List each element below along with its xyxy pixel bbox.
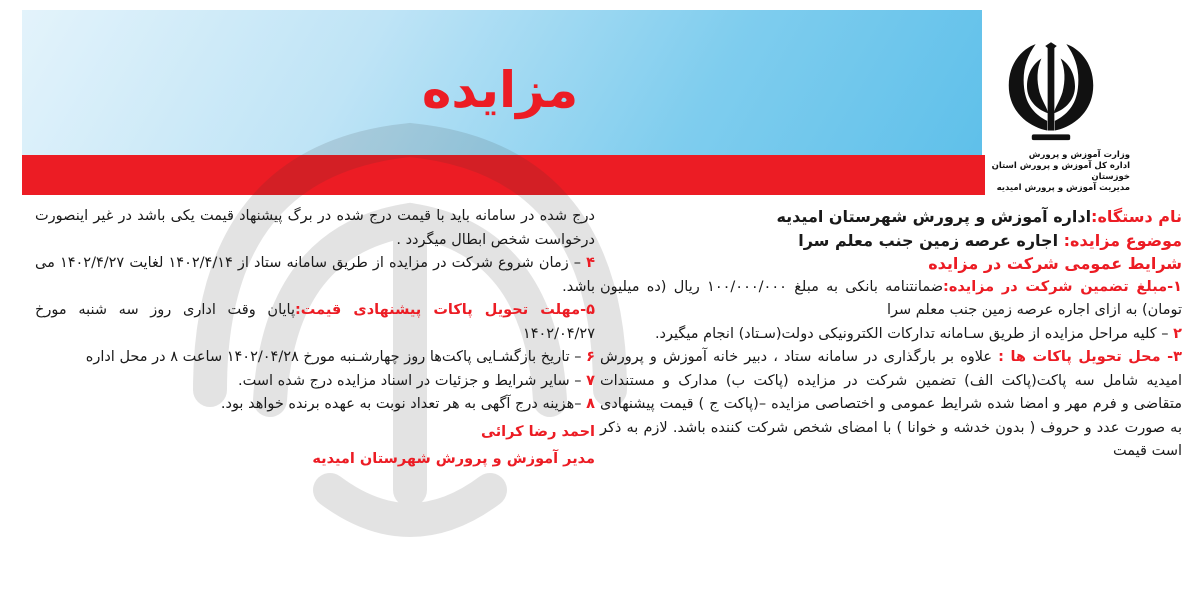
item-7-num: ۷ — [586, 372, 595, 389]
item-3-label: ۳- محل تحویل پاکات ها : — [998, 349, 1182, 365]
item-3-text: علاوه بر بارگذاری در سامانه ستاد ، دبیر خانه آموزش و پرورش امیدیه شامل سه پاکت(پاکت الف) تضمین شرکت در مزایده (پاکت ب) مدارک و مستندات متقاضی و فرم مهر و امضا شده شرایط عمومی و اختصاصی مزایده –(پاکت ج ) قیمت پیشنهادی به صورت عدد و حروف ( بدون خدشه و خوانا ) با امضای شخص شرکت کننده باشد. لازم به ذکر است قیمت — [600, 349, 1182, 459]
device-line — [600, 205, 1182, 229]
org-line-2: اداره کل آموزش و پرورش استان خوزستان — [991, 161, 1130, 182]
right-column — [600, 205, 1182, 464]
item-7 — [35, 370, 595, 394]
device-value: اداره آموزش و پرورش شهرستان امیدیه — [776, 207, 1092, 226]
item-6-num: ۶ — [586, 349, 595, 365]
item-2-num: ۲ — [1173, 325, 1182, 342]
general-heading: شرایط عمومی شرکت در مزایده — [928, 254, 1182, 273]
left-column — [35, 205, 595, 472]
item-4 — [35, 252, 595, 299]
iran-emblem-icon — [1003, 40, 1099, 150]
general-heading-line — [600, 252, 1182, 276]
item-5 — [35, 299, 595, 346]
item-2-text: – کلیه مراحل مزایده از طریق سـامانه تدارکات الکترونیکی دولت(سـتاد) انجام میگیرد. — [654, 325, 1174, 342]
item-5-text: پایان وقت اداری روز سه شنبه مورخ ۱۴۰۲/۰۴/۲۷ — [35, 302, 595, 342]
org-line-3: مدیریت آموزش و پرورش امیدیه — [996, 183, 1130, 193]
item-6 — [35, 346, 595, 370]
item-1-label: ۱-مبلغ تضمین شرکت در مزایده: — [943, 278, 1182, 295]
item-4-num: ۴ — [586, 255, 595, 271]
subject-label: موضوع مزایده: — [1063, 230, 1182, 250]
subject-value: اجاره عرصه زمین جنب معلم سرا — [798, 230, 1064, 250]
page-title: مزایده — [421, 61, 579, 119]
item-6-text: – تاریخ بازگشـایی پاکت‌ها روز چهارشـنبه مورخ ۱۴۰۲/۰۴/۲۸ ساعت ۸ در محل اداره — [85, 349, 587, 365]
item-8-num: ۸ — [586, 396, 595, 412]
item-5-label: ۵-مهلت تحویل پاکات پیشنهادی قیمت: — [294, 302, 595, 318]
signature-title: مدیر آموزش و پرورش شهرستان امیدیه — [312, 451, 595, 467]
item-8 — [35, 393, 595, 417]
org-info — [985, 150, 1130, 194]
org-line-1: وزارت آموزش و پرورش — [1028, 150, 1130, 160]
item-1-text: ضمانتنامه بانکی به مبلغ ۱۰۰/۰۰۰/۰۰۰ ریال (ده میلیون تومان) به ازای اجاره عرصه زمین جنب معلم سرا — [600, 278, 1182, 318]
item-8-text: –هزینه درج آگهی به هر تعداد نوبت به عهده برنده خواهد بود. — [220, 396, 587, 412]
item-1 — [600, 276, 1182, 323]
signature-name: احمد رضا کرائی — [481, 423, 595, 440]
item-3 — [600, 346, 1182, 464]
item-4-text: – زمان شروع شرکت در مزایده از طریق سامانه ستاد از ۱۴۰۲/۴/۱۴ لغایت ۱۴۰۲/۴/۲۷ می باشد. — [35, 255, 595, 295]
device-label: نام دستگاه: — [1091, 207, 1182, 226]
continuation-text: درج شده در سامانه باید با قیمت درج شده در برگ پیشنهاد قیمت یکی باشد در غیر اینصورت درخواست شخص ابطال میگردد . — [35, 208, 595, 248]
subject-line — [600, 229, 1182, 253]
item-2 — [600, 323, 1182, 347]
item-7-text: – سایر شرایط و جزئیات در اسناد مزایده درج شده است. — [238, 372, 587, 389]
